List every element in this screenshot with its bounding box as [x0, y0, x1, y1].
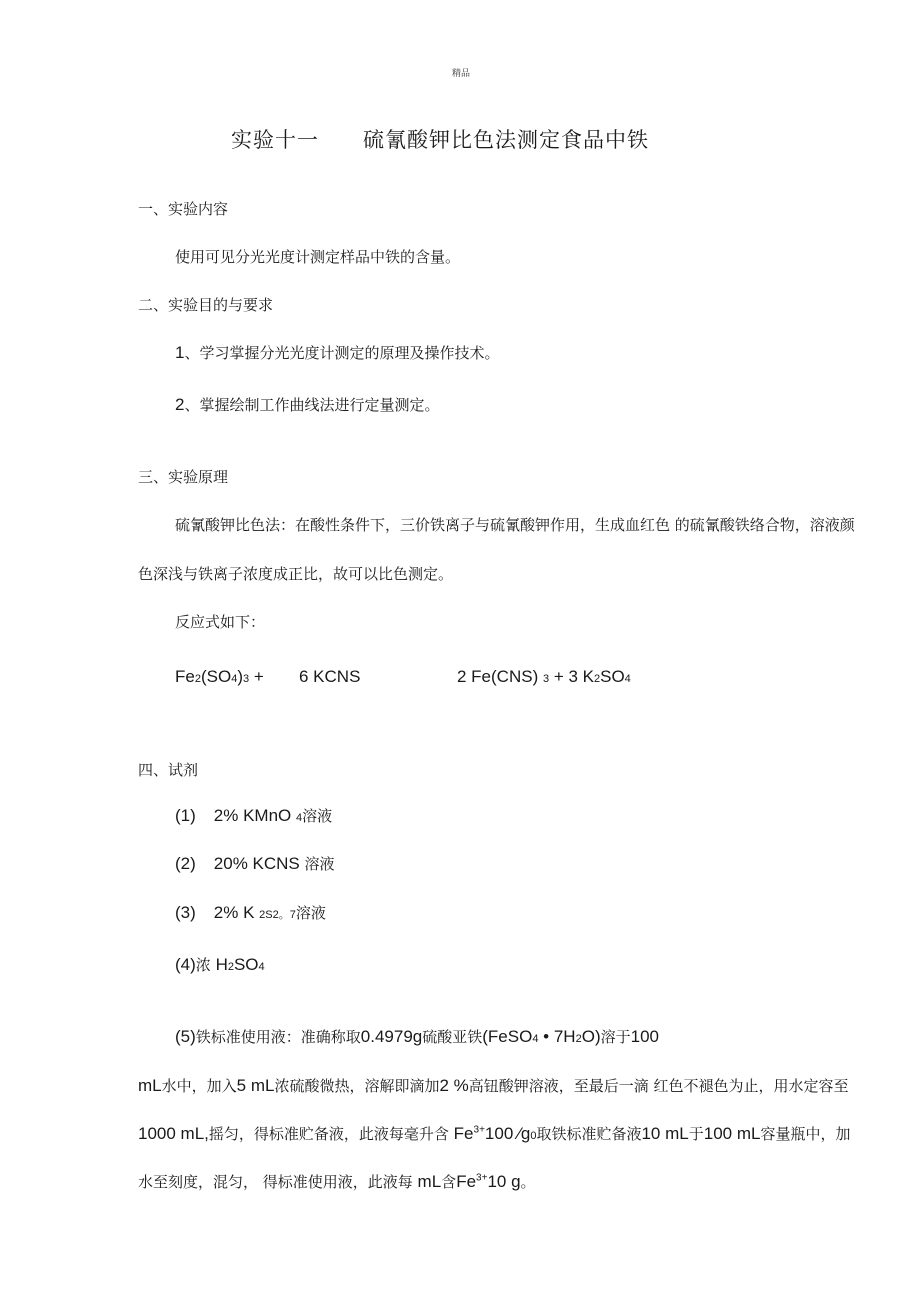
- page-title: [231, 124, 649, 154]
- principle-line-1: 硫氰酸钾比色法：在酸性条件下，三价铁离子与硫氰酸钾作用，生成血红色 的硫氰酸铁络合物，溶液颜: [175, 516, 855, 534]
- title-part2: 硫氰酸钾比色法测定食品中铁: [363, 128, 649, 152]
- reagent-item: (4)浓 H2SO4: [175, 955, 265, 974]
- reagent-item: (1) 2% KMnO 4溶液: [175, 806, 333, 825]
- page-header: 精品: [452, 69, 471, 79]
- reaction-reactant-1: Fe2(SO4)3 +: [175, 667, 264, 686]
- reagent-item: (3) 2% K 2S2。7溶液: [175, 903, 326, 922]
- reaction-label: 反应式如下：: [175, 613, 266, 631]
- aim-text: 、学习掌握分光光度计测定的原理及操作技术。: [184, 344, 500, 362]
- title-part1: 实验十一: [231, 128, 319, 152]
- section-heading-principle: 三、实验原理: [138, 468, 229, 486]
- principle-line-2: 色深浅与铁离子浓度成正比，故可以比色测定。: [138, 565, 454, 583]
- reagent-5-line-3: 1000 mL,摇匀，得标准贮备液，此液每毫升含 $Fe^{3+}100$ ⁄g0取铁标准贮备液10 mL于100 mL容量瓶中，加: [138, 1124, 851, 1143]
- reagent-item: (2) 20% KCNS 溶液: [175, 854, 335, 873]
- aim-number: 2: [175, 395, 185, 414]
- reagent-5-line-4: 水至刻度，混匀， 得标准使用液，此液每 mL含$Fe^{3+}10$ g。: [138, 1172, 536, 1191]
- section-heading-reagents: 四、试剂: [138, 761, 199, 779]
- content-text: 使用可见分光光度计测定样品中铁的含量。: [175, 248, 461, 266]
- reaction-products: 2 Fe(CNS) 3 + 3 K2SO4: [457, 667, 631, 686]
- aim-item: [175, 342, 499, 363]
- aim-number: 1: [175, 343, 185, 362]
- section-heading-content: 一、实验内容: [138, 200, 229, 218]
- reaction-reactant-2: 6 KCNS: [299, 667, 361, 686]
- aim-item: [175, 394, 439, 415]
- aim-text: 、掌握绘制工作曲线法进行定量测定。: [184, 396, 440, 414]
- section-heading-aims: 二、实验目的与要求: [138, 296, 274, 314]
- reagent-5-line-1: (5)铁标准使用液：准确称取0.4979g硫酸亚铁(FeSO4 • 7H2O)溶于100: [175, 1027, 659, 1046]
- reagent-5-line-2: mL水中，加入5 mL浓硫酸微热，溶解即滴加2 %高钮酸钾溶液，至最后一滴 红色不褪色为止，用水定容至: [138, 1076, 849, 1095]
